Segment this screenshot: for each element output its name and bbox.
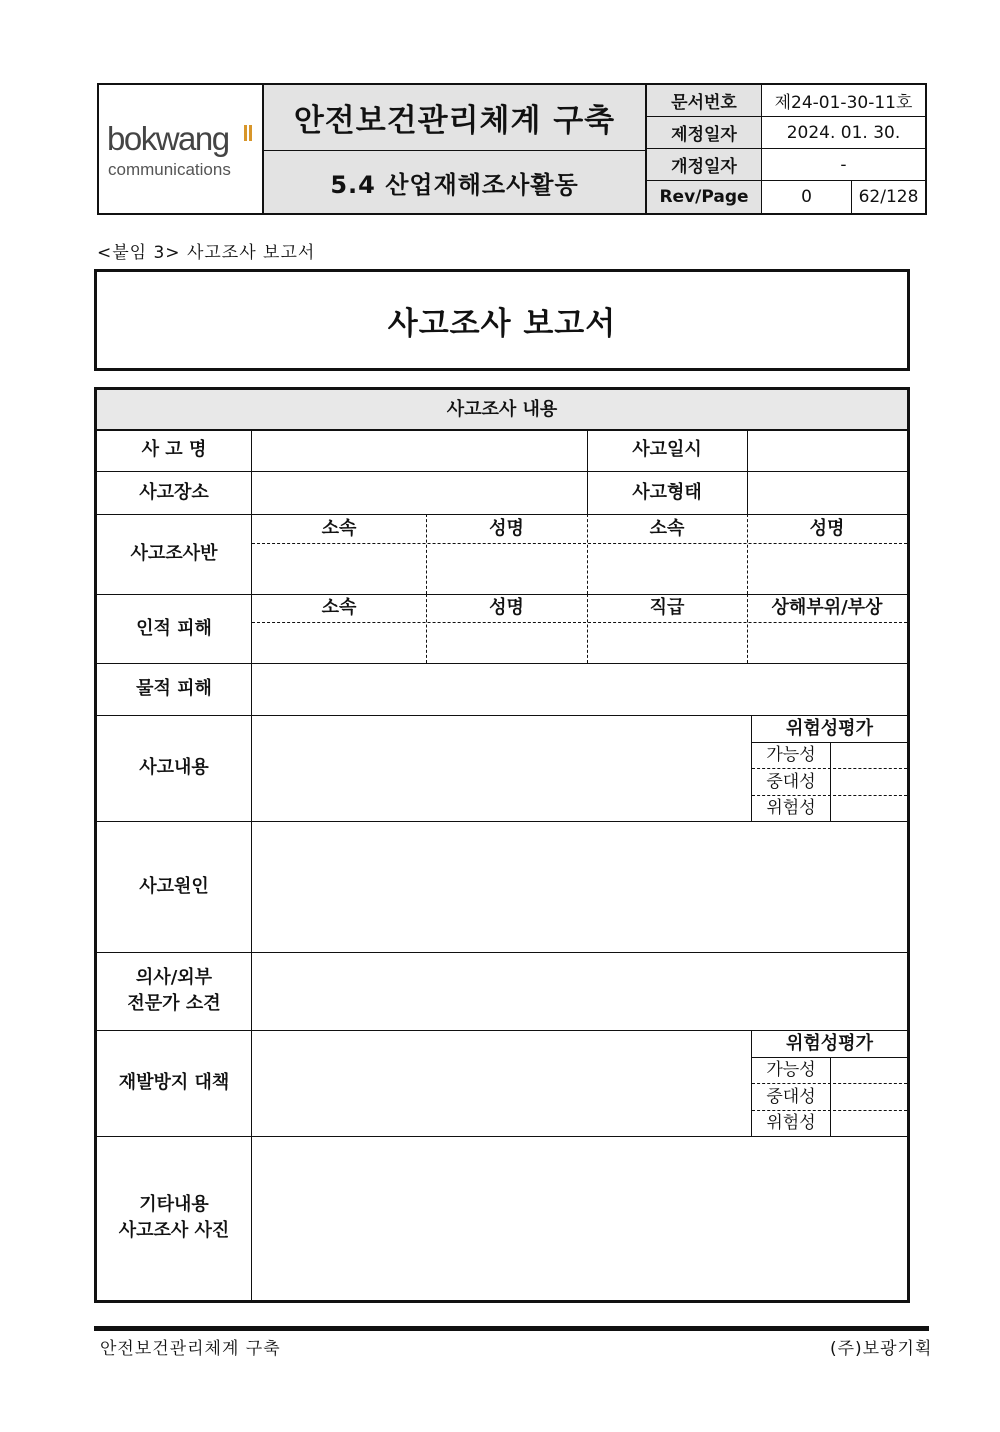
rev-page-label: Rev/Page: [647, 181, 762, 213]
expert-opinion-line1: 의사/외부: [135, 967, 213, 988]
investigation-team-label: 사고조사반: [130, 543, 218, 564]
page-value: 62/128: [858, 187, 919, 207]
created-label: 제정일자: [647, 117, 762, 148]
accident-name-label: 사 고 명: [141, 439, 207, 460]
meta-row-doc-no: [647, 85, 925, 117]
accident-type-label: 사고형태: [632, 481, 702, 503]
risk-assessment-title: 위험성평가: [786, 1032, 873, 1054]
team-name-header: 성명: [809, 517, 845, 539]
revised-value: -: [840, 154, 847, 175]
risk-divider: [830, 1057, 831, 1136]
risk-label: 위험성: [766, 1113, 816, 1133]
document-title: 안전보건관리체계 구축: [264, 85, 647, 151]
col-divider: [747, 429, 748, 514]
injury-header: 상해부위/부상: [771, 597, 883, 618]
likelihood-label: 가능성: [766, 1060, 816, 1080]
logo-accent-icon: [244, 125, 253, 141]
severity-label: 중대성: [766, 1086, 816, 1107]
footer-rule: [94, 1326, 929, 1331]
other-line1: 기타내용: [139, 1194, 209, 1215]
accident-datetime-label: 사고일시: [632, 439, 702, 460]
risk-label: 위험성: [766, 798, 816, 818]
victim-name-header: 성명: [489, 597, 524, 618]
footer-left-text: 안전보건관리체계 구축: [100, 1339, 281, 1359]
meta-row-revised: [647, 149, 925, 181]
rev-value: 0: [762, 181, 852, 213]
risk-assessment-title: 위험성평가: [786, 717, 873, 739]
section-header: 사고조사 내용: [446, 398, 558, 420]
report-title: 사고조사 보고서: [94, 269, 910, 371]
logo-wordmark: bokwang: [107, 120, 229, 157]
document-header: [97, 83, 927, 215]
accident-content-label: 사고내용: [139, 757, 209, 778]
other-photos-label: [97, 1136, 251, 1300]
severity-label: 중대성: [766, 771, 816, 792]
expert-opinion-line2: 전문가 소견: [127, 993, 221, 1014]
company-logo: [99, 85, 264, 213]
footer-company: (주)보광기획: [830, 1339, 933, 1359]
document-subtitle: 5.4 산업재해조사활동: [264, 151, 647, 213]
expert-opinion-label: [97, 952, 251, 1030]
prevention-label: 재발방지 대책: [118, 1072, 230, 1093]
label-column-divider: [251, 429, 252, 1300]
created-value: 2024. 01. 30.: [786, 122, 901, 143]
human-damage-label: 인적 피해: [136, 617, 212, 639]
property-damage-label: 물적 피해: [136, 678, 212, 699]
meta-row-rev-page: [647, 181, 925, 213]
meta-row-created: [647, 117, 925, 149]
subheader-divider: [252, 543, 907, 544]
doc-no-label: 문서번호: [647, 85, 762, 116]
subheader-divider: [252, 622, 907, 623]
accident-cause-label: 사고원인: [139, 875, 209, 897]
victim-affiliation-header: 소속: [321, 597, 357, 618]
accident-place-label: 사고장소: [139, 481, 209, 503]
doc-no-value: 제24-01-30-11호: [774, 93, 913, 113]
team-name-header: 성명: [489, 517, 524, 539]
other-line2: 사고조사 사진: [118, 1220, 230, 1241]
team-affiliation-header: 소속: [321, 517, 357, 539]
revised-label: 개정일자: [647, 149, 762, 180]
risk-divider: [830, 742, 831, 821]
attachment-label: <붙임 3> 사고조사 보고서: [97, 243, 316, 263]
likelihood-label: 가능성: [766, 745, 816, 765]
victim-rank-header: 직급: [649, 597, 685, 618]
team-affiliation-header: 소속: [649, 517, 685, 539]
logo-subtext: communications: [108, 160, 231, 179]
